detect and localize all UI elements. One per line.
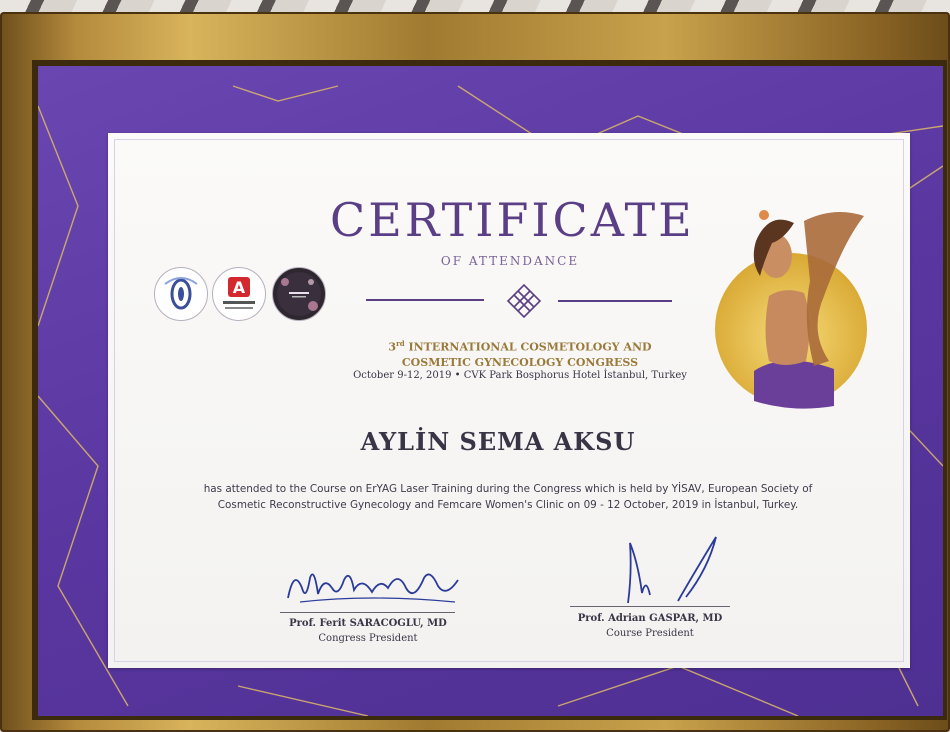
certificate-subtitle: OF ATTENDANCE <box>440 254 580 268</box>
yisav-logo-icon <box>155 268 207 320</box>
left-signature-icon <box>280 558 470 613</box>
divider-ornament-icon <box>504 282 544 320</box>
yisav-logo <box>154 267 208 321</box>
certificate-paper <box>108 133 910 668</box>
left-signature-line <box>280 612 455 613</box>
right-signatory-role: Course President <box>606 628 694 639</box>
title-divider-left <box>366 299 484 301</box>
right-signature-line <box>570 606 730 607</box>
congress-dates-venue: October 9-12, 2019 • CVK Park Bosphorus Hotel İstanbul, Turkey <box>353 370 687 381</box>
svg-text:A: A <box>232 278 246 297</box>
certificate-title: CERTIFICATE <box>330 193 695 247</box>
left-signatory-name: Prof. Ferit SARACOGLU, MD <box>289 618 447 629</box>
congress-name <box>330 336 710 370</box>
right-signatory-name: Prof. Adrian GASPAR, MD <box>577 613 723 624</box>
left-signatory-role: Congress President <box>318 633 418 644</box>
congress-line-1: INTERNATIONAL COSMETOLOGY AND <box>404 340 652 354</box>
decorative-woman-photo <box>714 201 868 411</box>
certificate-body-text: has attended to the Course on ErYAG Laser Training during the Congress which is held by YİSAV, European Society of Cosmetic Reconstructive Gynecology and Femcare Women's Clinic on 09 - 12 October, 2019 in İstanbul, Turkey. <box>203 483 813 511</box>
woman-illustration-icon <box>714 201 868 411</box>
congress-line-2: COSMETIC GYNECOLOGY CONGRESS <box>401 355 639 369</box>
femcare-logo-icon <box>273 268 325 320</box>
femcare-logo <box>272 267 326 321</box>
title-divider-right <box>558 300 672 302</box>
right-signature-icon <box>616 533 726 608</box>
recipient-name: AYLİN SEMA AKSU <box>360 427 636 456</box>
congress-ordinal: 3 <box>388 340 397 354</box>
laser-health-academy-logo <box>212 267 266 321</box>
laser-health-academy-icon <box>213 268 265 320</box>
congress-ordinal-suffix: rd <box>396 339 405 348</box>
